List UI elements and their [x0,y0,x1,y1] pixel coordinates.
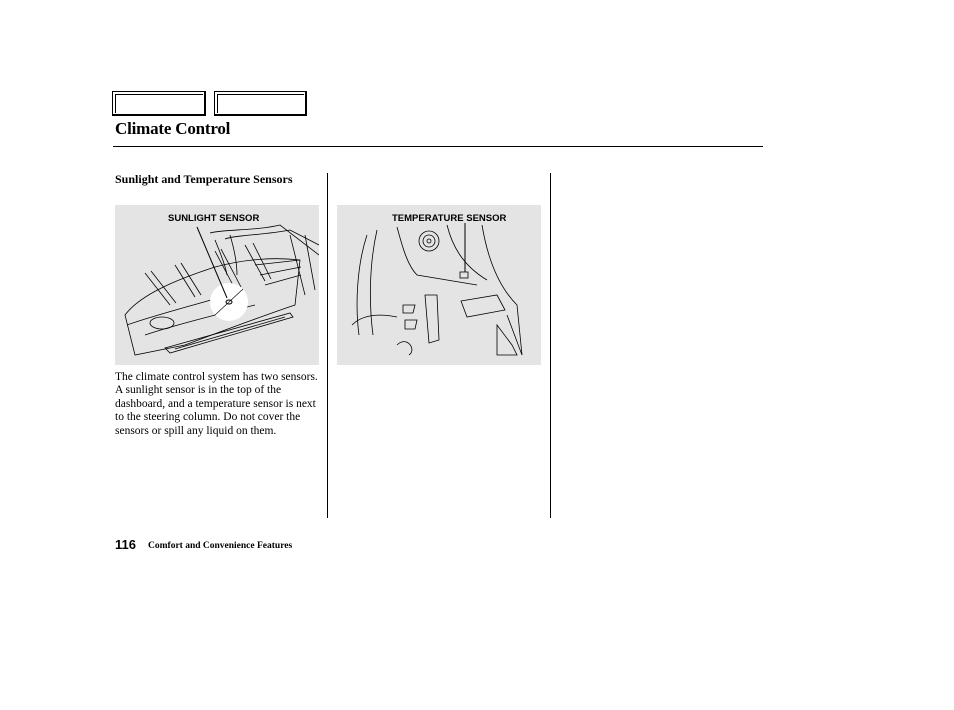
page-title: Climate Control [115,119,231,138]
nav-button-contents[interactable] [214,91,307,116]
page-number: 116 [115,537,136,552]
callout-line [197,227,227,298]
column-divider-left [327,173,328,518]
nav-button-main-menu[interactable] [112,91,206,116]
footwell-drawing [337,205,541,365]
section-body-text: The climate control system has two sensors. A sunlight sensor is in the top of the dashboard, and a temperature sensor is next to the steering column. Do not cover the sensors or spill any liquid on them. [115,371,318,437]
temperature-sensor-illustration [337,205,541,365]
footer-section-name[interactable]: Comfort and Convenience Features [148,541,293,551]
dashboard-drawing [115,205,319,365]
sunlight-sensor-label: SUNLIGHT SENSOR [168,213,260,224]
column-divider-right [550,173,551,518]
title-divider [113,146,763,147]
sunlight-sensor-illustration [115,205,319,365]
section-heading: Sunlight and Temperature Sensors [115,172,293,186]
temperature-sensor-label: TEMPERATURE SENSOR [392,213,507,224]
